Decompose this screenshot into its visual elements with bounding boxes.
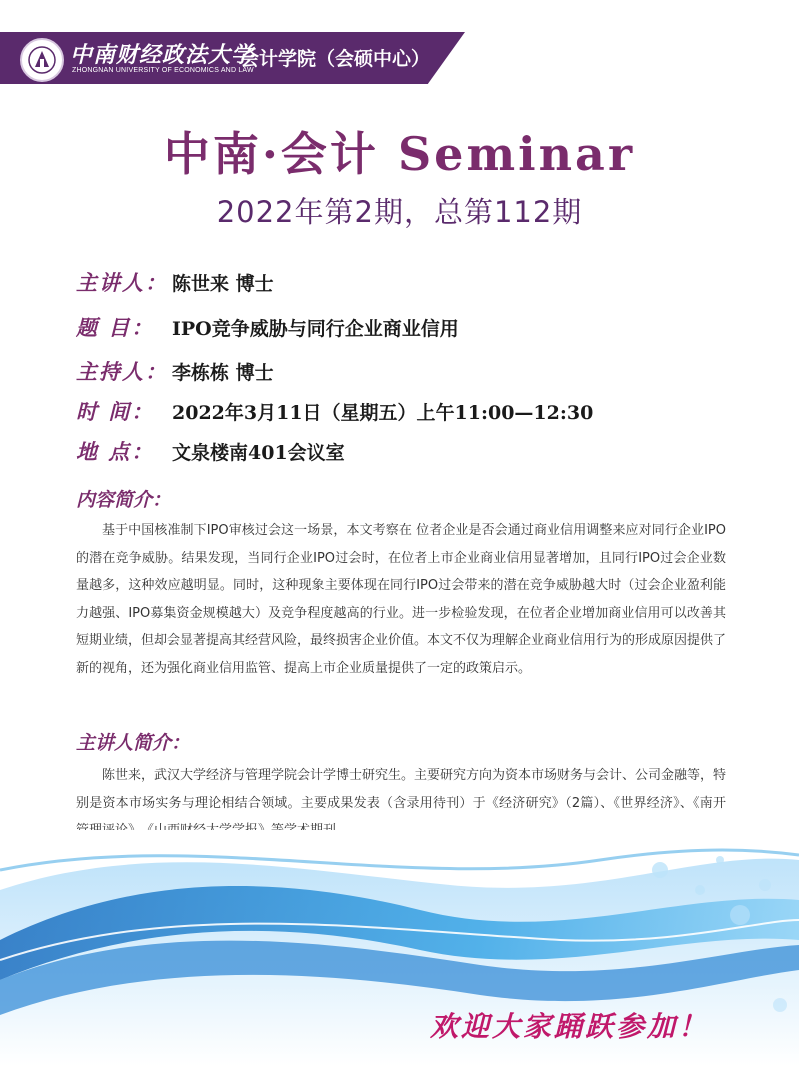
info-label: 主持人：	[76, 360, 168, 384]
page-title: 中南·会计 Seminar	[163, 127, 636, 181]
info-row-location	[76, 436, 345, 466]
speaker-paragraph: 陈世来，武汉大学经济与管理学院会计学博士研究生。主要研究方向为资本市场财务与会计、公司金融等，特别是资本市场实务与理论相结合领域。主要成果发表（含录用待刊）于《经济研究》（2篇）、《世界经济》、《南开	[76, 768, 727, 811]
info-row-topic	[76, 312, 459, 342]
info-value: 2022年3月11日（星期五）上午11:00—12:30	[172, 401, 594, 424]
university-name-cn: 中南财经政法大学	[70, 42, 255, 68]
info-value: 陈世来 博士	[172, 272, 274, 295]
info-value: 李栋栋 博士	[172, 361, 274, 384]
info-label: 题 目：	[76, 316, 155, 340]
info-value: IPO竞争威胁与同行企业商业信用	[172, 317, 459, 340]
content-heading: 内容简介：	[76, 489, 172, 511]
info-value: 文泉楼南401会议室	[172, 441, 345, 464]
welcome-banner: 欢迎大家踊跃参加！	[430, 1010, 710, 1043]
info-row-speaker	[76, 267, 274, 297]
info-row-host	[76, 356, 274, 386]
info-label: 地 点：	[76, 440, 155, 464]
university-emblem-icon	[27, 45, 57, 75]
info-label: 主讲人：	[76, 271, 168, 295]
university-name-en: ZHONGNAN UNIVERSITY OF ECONOMICS AND LAW	[72, 67, 254, 74]
info-label: 时 间：	[76, 400, 155, 424]
info-row-time	[76, 396, 593, 426]
university-logo	[20, 38, 64, 82]
issue-subtitle: 2022年第2期，总第112期	[216, 195, 583, 229]
content-paragraph: 基于中国核准制下IPO审核过会这一场景，本文考察在 位者企业是否会通过商业信用调整来应对同行企业IPO的潜在竞争威胁。结果发现，当同行企业IPO过会时，在位者上市企业商业信用显著增加，且同行IPO过会企业数量越多，这种效应越明显。同时，这种现象主要体现在同行IPO过会带来的潜在竞争威胁越大时（过会企业盈利能力越强、IPO募集资金规模越大）及竞争程度越高的行业。进一步检验发现，在位者企业增加商业信用可以改善其短期业绩，但却会显著提高其经营风险，最终损害企业价值。本文不仅为理解企业商业信用行为的形成原因提供了新的视角，还为强化商业信用监管、提高上市企业质量提供了一定的政策启示。	[76, 523, 727, 676]
school-name: 会计学院（会硕中心）	[240, 48, 431, 70]
speaker-heading: 主讲人简介：	[76, 732, 191, 754]
